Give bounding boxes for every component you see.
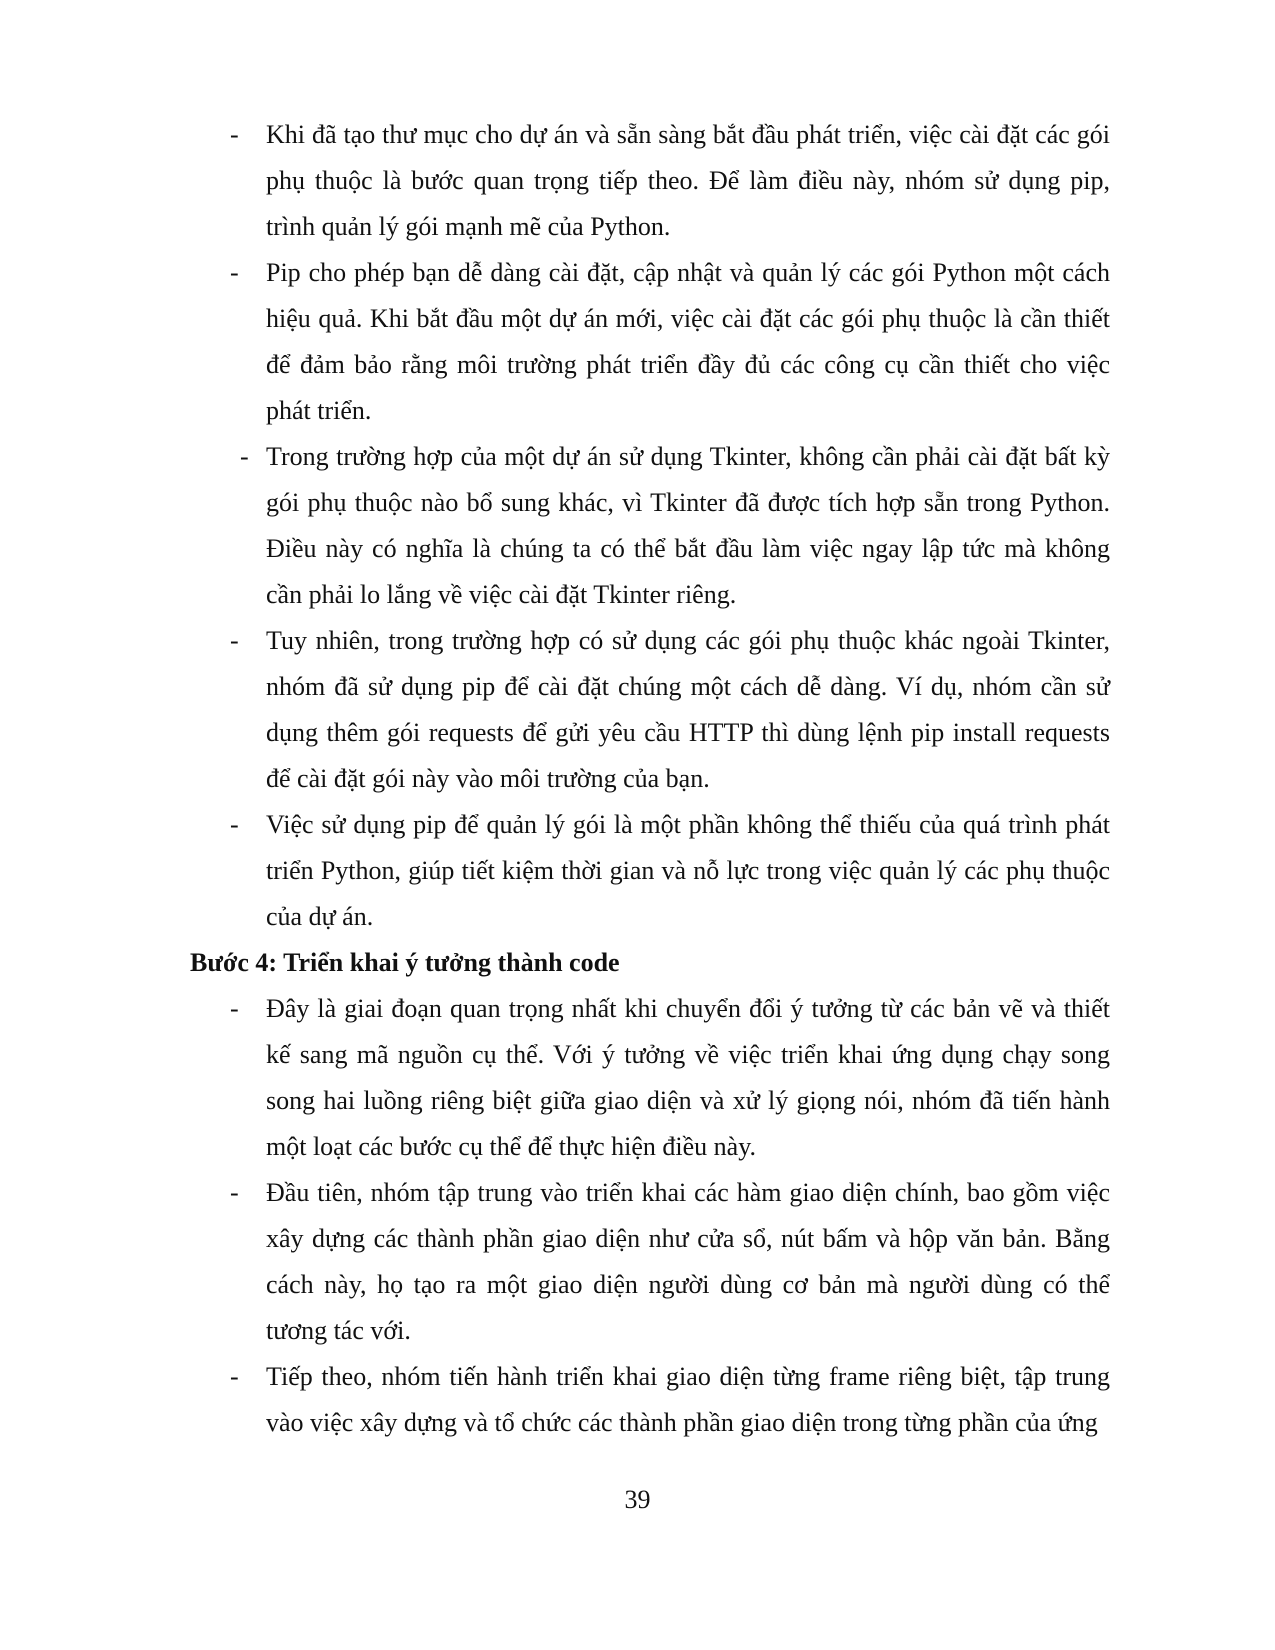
bullet-marker: - [230,994,239,1023]
page-content [190,112,1110,1446]
bullet-marker: - [230,626,239,655]
paragraph-text: Tiếp theo, nhóm tiến hành triển khai giao diện từng frame riêng biệt, tập trung vào việc xây dựng và tổ chức các thành phần giao diện trong từng phần của ứng [266,1362,1110,1437]
paragraph-text: Đầu tiên, nhóm tập trung vào triển khai các hàm giao diện chính, bao gồm việc xây dựng các thành phần giao diện như cửa sổ, nút bấm và hộp văn bản. Bằng cách này, họ tạo ra một giao diện người dùng cơ bản mà người dùng có thể tương tác với. [266,1178,1110,1345]
bullet-marker: - [230,1178,239,1207]
bullet-paragraph [190,1170,1110,1354]
bullet-marker: - [230,1362,239,1391]
paragraph-text: Trong trường hợp của một dự án sử dụng Tkinter, không cần phải cài đặt bất kỳ gói phụ thuộc nào bổ sung khác, vì Tkinter đã được tích hợp sẵn trong Python. Điều này có nghĩa là chúng ta có thể bắt đầu làm việc ngay lập tức mà không cần phải lo lắng về việc cài đặt Tkinter riêng. [266,442,1110,609]
bullet-paragraph [190,986,1110,1170]
bullet-paragraph [190,802,1110,940]
bullet-marker: - [240,442,249,471]
bullet-paragraph [190,434,1110,618]
paragraph-text: Đây là giai đoạn quan trọng nhất khi chuyển đổi ý tưởng từ các bản vẽ và thiết kế sang mã nguồn cụ thể. Với ý tưởng về việc triển khai ứng dụng chạy song song hai luồng riêng biệt giữa giao diện và xử lý giọng nói, nhóm đã tiến hành một loạt các bước cụ thể để thực hiện điều này. [266,994,1110,1161]
section-heading: Bước 4: Triển khai ý tưởng thành code [190,948,620,977]
bullet-paragraph [190,1354,1110,1446]
paragraph-text: Tuy nhiên, trong trường hợp có sử dụng các gói phụ thuộc khác ngoài Tkinter, nhóm đã sử dụng pip để cài đặt chúng một cách dễ dàng. Ví dụ, nhóm cần sử dụng thêm gói requests để gửi yêu cầu HTTP thì dùng lệnh pip install requests để cài đặt gói này vào môi trường của bạn. [266,626,1110,793]
paragraph-text: Việc sử dụng pip để quản lý gói là một phần không thể thiếu của quá trình phát triển Python, giúp tiết kiệm thời gian và nỗ lực trong việc quản lý các phụ thuộc của dự án. [266,810,1110,931]
bullet-marker: - [230,810,239,839]
page-number: 39 [624,1485,651,1514]
bullet-marker: - [230,258,239,287]
paragraph-text: Khi đã tạo thư mục cho dự án và sẵn sàng bắt đầu phát triển, việc cài đặt các gói phụ thuộc là bước quan trọng tiếp theo. Để làm điều này, nhóm sử dụng pip, trình quản lý gói mạnh mẽ của Python. [266,120,1110,241]
bullet-paragraph [190,618,1110,802]
paragraph-text: Pip cho phép bạn dễ dàng cài đặt, cập nhật và quản lý các gói Python một cách hiệu quả. Khi bắt đầu một dự án mới, việc cài đặt các gói phụ thuộc là cần thiết để đảm bảo rằng môi trường phát triển đầy đủ các công cụ cần thiết cho việc phát triển. [266,258,1110,425]
bullet-paragraph [190,112,1110,250]
bullet-marker: - [230,120,239,149]
bullet-paragraph [190,250,1110,434]
